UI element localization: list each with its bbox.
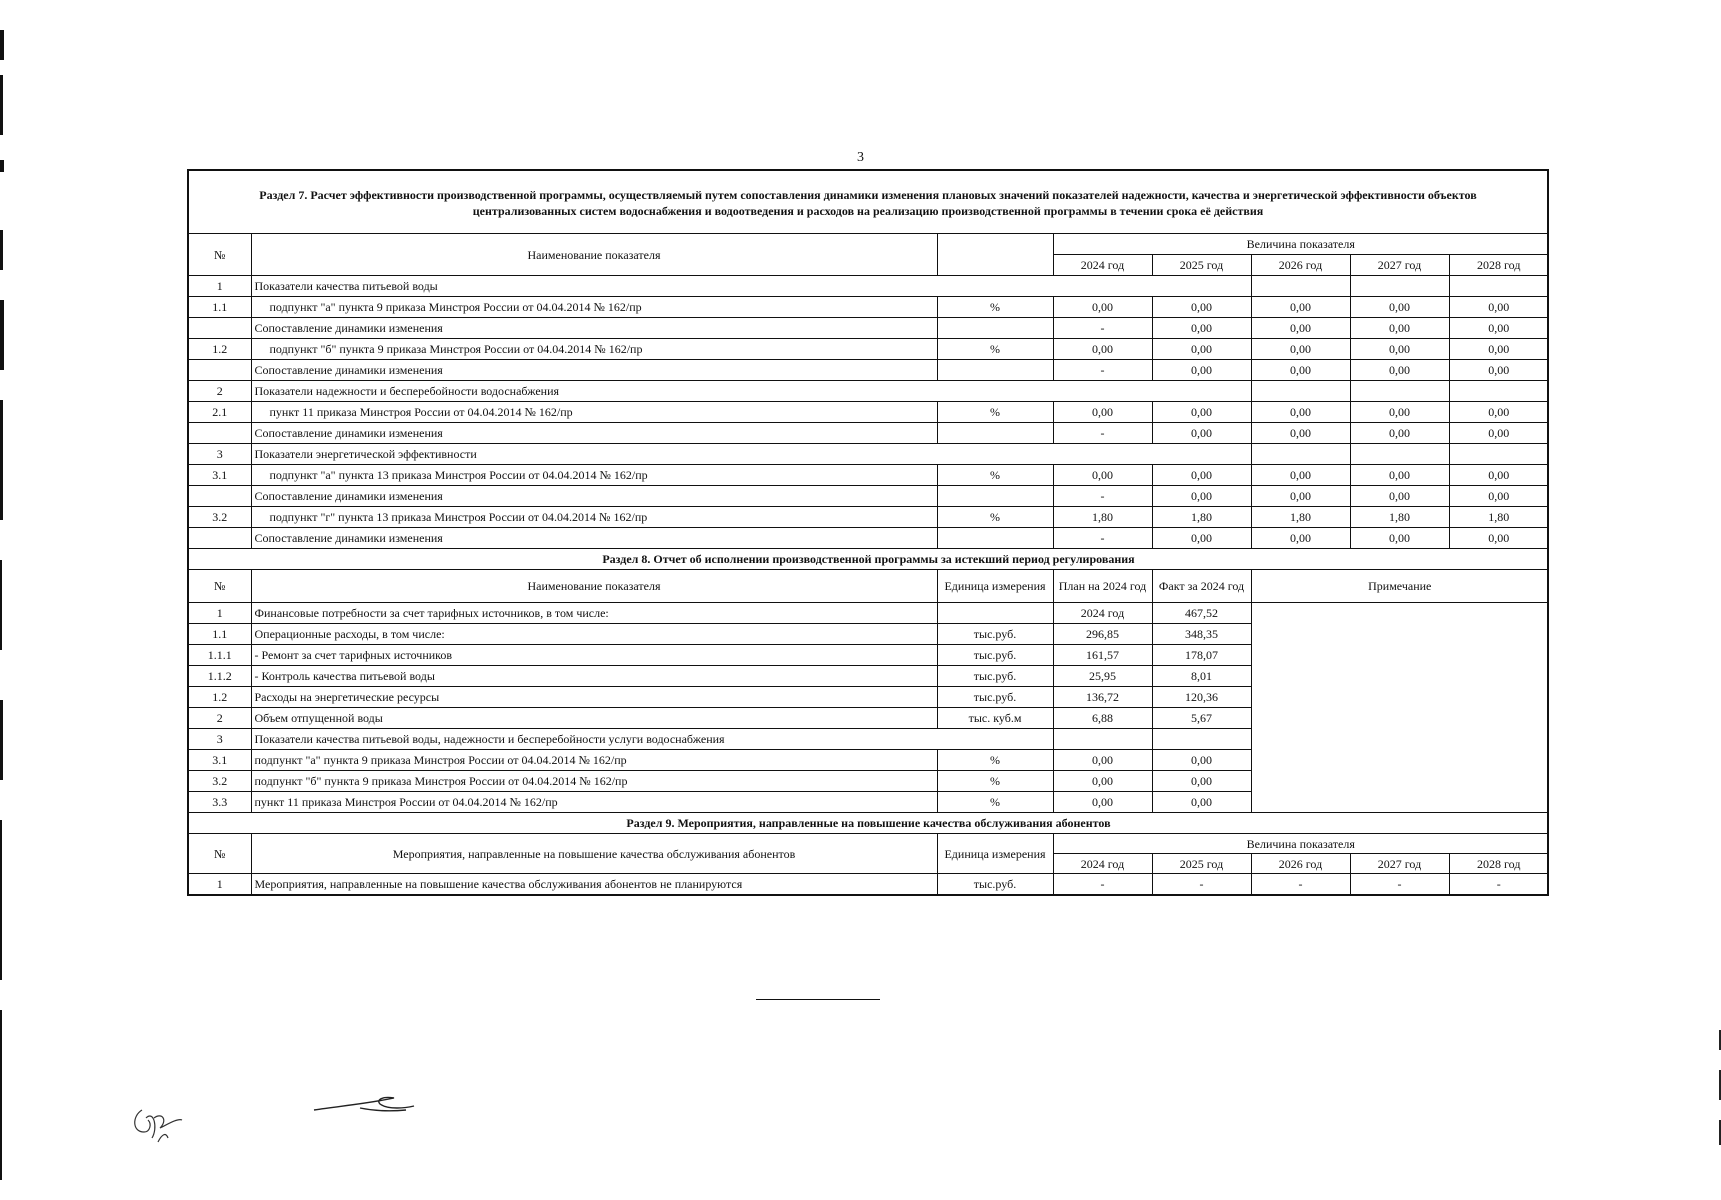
s8-note-cell bbox=[1251, 603, 1548, 813]
section8-title: Раздел 8. Отчет об исполнении производственной программы за истекший период регулирования bbox=[189, 549, 1548, 570]
s9-year-2025: 2025 год bbox=[1152, 854, 1251, 874]
table-row: 1.2 Расходы на энергетические ресурсы тыс.руб. 136,72 120,36 bbox=[189, 687, 1548, 708]
table-row: Сопоставление динамики изменения - 0,00 0,00 0,00 0,00 bbox=[189, 423, 1548, 444]
signature-initials bbox=[128, 1098, 208, 1148]
table-row: 3.1 подпункт "а" пункта 13 приказа Минстроя России от 04.04.2014 № 162/пр % 0,00 0,00 0,00 0,00 0,00 bbox=[189, 465, 1548, 486]
table-row: 2 Показатели надежности и бесперебойности водоснабжения bbox=[189, 381, 1548, 402]
s7-col-unit bbox=[937, 234, 1053, 276]
s9-year-2028: 2028 год bbox=[1449, 854, 1548, 874]
section9-title-row bbox=[189, 813, 1548, 834]
s9-year-2026: 2026 год bbox=[1251, 854, 1350, 874]
s7-year-2028: 2028 год bbox=[1449, 255, 1548, 276]
s7-year-2025: 2025 год bbox=[1152, 255, 1251, 276]
table-row: 3.2 подпункт "г" пункта 13 приказа Минстроя России от 04.04.2014 № 162/пр % 1,80 1,80 1,80 1,80 1,80 bbox=[189, 507, 1548, 528]
s8-col-no: № bbox=[189, 570, 251, 603]
section7-title: Раздел 7. Расчет эффективности производственной программы, осуществляемый путем сопоставления динамики изменения плановых значений показателей надежности, качества и энергетической эффективности объектов централизованных систем водоснабжения и водоотведения и расходов на реализацию производственной программы в течении срока её действия bbox=[189, 171, 1547, 234]
section7-table bbox=[189, 234, 1548, 894]
table-row: 1.1 подпункт "а" пункта 9 приказа Минстроя России от 04.04.2014 № 162/пр % 0,00 0,00 0,00 0,00 0,00 bbox=[189, 297, 1548, 318]
s7-col-no: № bbox=[189, 234, 251, 276]
table-row: 1.1 Операционные расходы, в том числе: тыс.руб. 296,85 348,35 bbox=[189, 624, 1548, 645]
table-row: 2 Объем отпущенной воды тыс. куб.м 6,88 5,67 bbox=[189, 708, 1548, 729]
s9-year-2027: 2027 год bbox=[1350, 854, 1449, 874]
closing-rule bbox=[756, 999, 880, 1000]
section8-title-row bbox=[189, 549, 1548, 570]
s8-col-unit: Единица измерения bbox=[937, 570, 1053, 603]
table-row: 3.3 пункт 11 приказа Минстроя России от 04.04.2014 № 162/пр % 0,00 0,00 bbox=[189, 792, 1548, 813]
section8-header-row bbox=[189, 570, 1548, 603]
table-row: 1.1.1 - Ремонт за счет тарифных источников тыс.руб. 161,57 178,07 bbox=[189, 645, 1548, 666]
s9-year-2024: 2024 год bbox=[1053, 854, 1152, 874]
s7-year-2024: 2024 год bbox=[1053, 255, 1152, 276]
document-frame bbox=[187, 169, 1549, 896]
s9-col-name: Мероприятия, направленные на повышение качества обслуживания абонентов bbox=[251, 834, 937, 874]
table-row: 3.1 подпункт "а" пункта 9 приказа Минстроя России от 04.04.2014 № 162/пр % 0,00 0,00 bbox=[189, 750, 1548, 771]
s8-col-fact: Факт за 2024 год bbox=[1152, 570, 1251, 603]
section9-header-row bbox=[189, 834, 1548, 854]
s7-col-value: Величина показателя bbox=[1053, 234, 1548, 255]
scan-edge-left bbox=[0, 0, 5, 1180]
section9-title: Раздел 9. Мероприятия, направленные на повышение качества обслуживания абонентов bbox=[189, 813, 1548, 834]
s8-col-note: Примечание bbox=[1251, 570, 1548, 603]
s9-col-unit: Единица измерения bbox=[937, 834, 1053, 874]
table-row: 1.2 подпункт "б" пункта 9 приказа Минстроя России от 04.04.2014 № 162/пр % 0,00 0,00 0,00 0,00 0,00 bbox=[189, 339, 1548, 360]
table-row: 3.2 подпункт "б" пункта 9 приказа Минстроя России от 04.04.2014 № 162/пр % 0,00 0,00 bbox=[189, 771, 1548, 792]
s7-year-2026: 2026 год bbox=[1251, 255, 1350, 276]
table-row: 1 Мероприятия, направленные на повышение качества обслуживания абонентов не планируются тыс.руб. - - - - - bbox=[189, 874, 1548, 895]
s7-year-2027: 2027 год bbox=[1350, 255, 1449, 276]
table-row: Сопоставление динамики изменения - 0,00 0,00 0,00 0,00 bbox=[189, 360, 1548, 381]
table-row: 3 Показатели энергетической эффективности bbox=[189, 444, 1548, 465]
table-row: 3 Показатели качества питьевой воды, надежности и бесперебойности услуги водоснабжения bbox=[189, 729, 1548, 750]
s9-col-value: Величина показателя bbox=[1053, 834, 1548, 854]
table-row: 1 Финансовые потребности за счет тарифных источников, в том числе: 2024 год 467,52 bbox=[189, 603, 1548, 624]
s9-col-no: № bbox=[189, 834, 251, 874]
table-row: Сопоставление динамики изменения - 0,00 0,00 0,00 0,00 bbox=[189, 318, 1548, 339]
table-row: 2.1 пункт 11 приказа Минстроя России от 04.04.2014 № 162/пр % 0,00 0,00 0,00 0,00 0,00 bbox=[189, 402, 1548, 423]
table-row: 1 Показатели качества питьевой воды bbox=[189, 276, 1548, 297]
s7-col-name: Наименование показателя bbox=[251, 234, 937, 276]
s8-col-name: Наименование показателя bbox=[251, 570, 937, 603]
table-row: 1.1.2 - Контроль качества питьевой воды тыс.руб. 25,95 8,01 bbox=[189, 666, 1548, 687]
table-row: Сопоставление динамики изменения - 0,00 0,00 0,00 0,00 bbox=[189, 528, 1548, 549]
signature bbox=[310, 1082, 420, 1122]
page-number: 3 bbox=[857, 150, 864, 165]
s8-col-plan: План на 2024 год bbox=[1053, 570, 1152, 603]
table-row: Сопоставление динамики изменения - 0,00 0,00 0,00 0,00 bbox=[189, 486, 1548, 507]
